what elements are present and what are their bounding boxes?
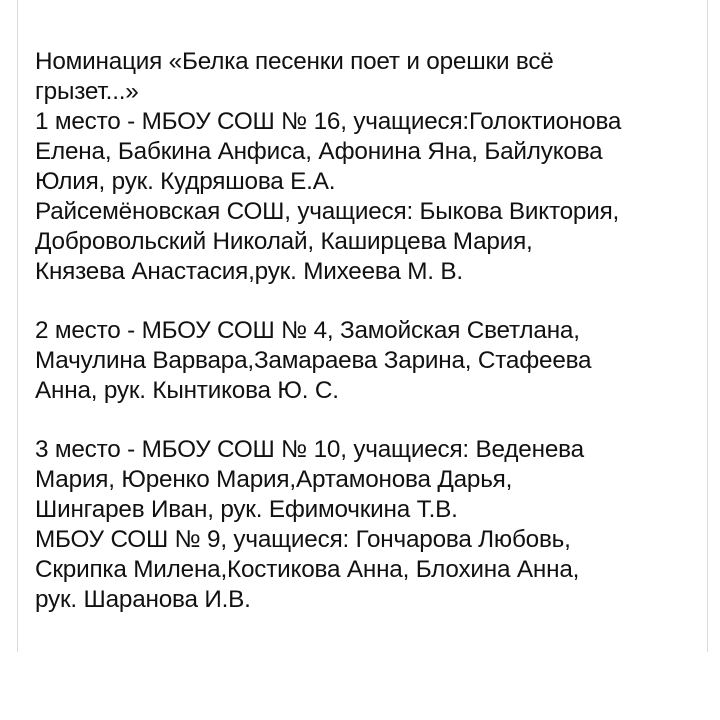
second-place-line-2: Мачулина Варвара,Замараева Зарина, Стафеева (35, 347, 592, 374)
third-place-line-6: рук. Шаранова И.В. (35, 586, 251, 613)
third-place-line-2: Мария, Юренко Мария,Артамонова Дарья, (35, 466, 513, 493)
nomination-title-line-2: грызет...» (35, 78, 139, 105)
first-place-line-5: Добровольский Николай, Каширцева Мария, (35, 228, 533, 255)
third-place-line-3: Шингарев Иван, рук. Ефимочкина Т.В. (35, 496, 458, 523)
first-place-line-1: 1 место - МБОУ СОШ № 16, учащиеся:Голоктионова (35, 108, 622, 135)
left-border-line (17, 0, 18, 652)
first-place-line-6: Князева Анастасия,рук. Михеева М. В. (35, 258, 463, 285)
third-place-line-4: МБОУ СОШ № 9, учащиеся: Гончарова Любовь, (35, 526, 571, 553)
nomination-title-line-1: Номинация «Белка песенки поет и орешки всё (35, 48, 554, 75)
third-place-line-5: Скрипка Милена,Костикова Анна, Блохина Анна, (35, 556, 580, 583)
third-place-line-1: 3 место - МБОУ СОШ № 10, учащиеся: Веденева (35, 436, 584, 463)
first-place-line-4: Райсемёновская СОШ, учащиеся: Быкова Виктория, (35, 198, 620, 225)
second-place-line-3: Анна, рук. Кынтикова Ю. С. (35, 377, 339, 404)
first-place-line-3: Юлия, рук. Кудряшова Е.А. (35, 168, 336, 195)
text-block (35, 47, 700, 615)
paragraph-gap (35, 406, 700, 435)
second-place-line-1: 2 место - МБОУ СОШ № 4, Замойская Светлана, (35, 317, 580, 344)
paragraph-gap (35, 287, 700, 316)
first-place-line-2: Елена, Бабкина Анфиса, Афонина Яна, Байлукова (35, 138, 603, 165)
right-border-line (707, 0, 708, 652)
